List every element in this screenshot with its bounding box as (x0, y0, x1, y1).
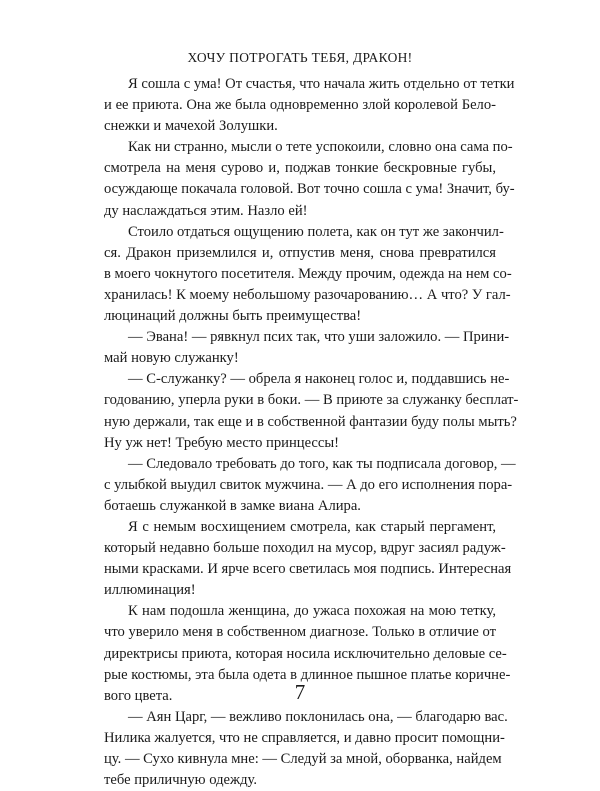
text-line: Как ни странно, мысли о тете успокоили, словно она сама по- (128, 139, 513, 156)
paragraph (104, 454, 516, 517)
text-line: Я сошла с ума! От счастья, что начала жить отдельно от тетки (128, 76, 515, 92)
text-line: май новую служанку! (104, 350, 239, 367)
paragraph (104, 74, 515, 137)
text-line: смотрела на меня сурово и, поджав тонкие бескровные губы, (104, 160, 496, 177)
text-line: годованию, уперла руки в боки. — В приюте за служанку бесплат- (104, 392, 519, 409)
paragraph (104, 327, 510, 369)
paragraph (104, 222, 512, 327)
text-line: рые костюмы, эта была одета в длинное пышное платье коричне- (104, 666, 511, 683)
text-line: ботаешь служанкой в замке виана Алира. (104, 497, 361, 514)
text-line: что уверило меня в собственном диагнозе. Только в отличие от (104, 624, 496, 641)
text-line: Стоило отдаться ощущению полета, как он тут же закончил- (128, 223, 504, 240)
text-line: Я с немым восхищением смотрела, как старый пергамент, (128, 518, 496, 535)
text-line: и ее приюта. Она же была одновременно злой королевой Бело- (104, 97, 496, 114)
text-line: ду наслаждаться этим. Назло ей! (104, 202, 308, 219)
text-line: ную держали, так еще и в собственной фантазии буду полы мыть? (104, 413, 517, 430)
text-line: ными красками. И ярче всего светилась моя подпись. Интересная (104, 561, 512, 578)
text-line: в моего чокнутого посетителя. Между прочим, одежда на нем со- (104, 265, 512, 282)
running-header: ХОЧУ ПОТРОГАТЬ ТЕБЯ, ДРАКОН! (187, 50, 413, 65)
text-line: директрисы приюта, которая носила исключительно деловые се- (104, 645, 507, 662)
text-line: Ну уж нет! Требую место принцессы! (104, 434, 340, 451)
paragraph (104, 137, 515, 221)
text-line: тебе приличную одежду. (104, 772, 257, 789)
text-line: осуждающе покачала головой. Вот точно сошла с ума! Значит, бу- (104, 181, 515, 198)
text-line: Нилика жалуется, что не справляется, и давно просит помощни- (104, 729, 505, 746)
text-line: — Аян Царг, — вежливо поклонилась она, — благодарю вас. (128, 708, 508, 725)
text-line: вого цвета. (104, 687, 173, 704)
text-line: который недавно больше походил на мусор, вдруг засиял радуж- (104, 540, 506, 557)
page-number: 7 (294, 680, 306, 704)
text-line: — Следовало требовать до того, как ты подписала договор, — (128, 455, 516, 472)
paragraph (104, 707, 508, 791)
paragraph (104, 369, 519, 453)
text-line: иллюминация! (104, 582, 196, 599)
text-line: ся. Дракон приземлился и, отпустив меня, снова превратился (104, 244, 496, 261)
text-line: К нам подошла женщина, до ужаса похожая на мою тетку, (128, 603, 496, 620)
paragraph (104, 517, 512, 601)
text-line: хранилась! К моему небольшому разочарованию… А что? У гал- (104, 286, 511, 303)
text-line: с улыбкой выудил свиток мужчина. — А до его исполнения пора- (104, 476, 513, 493)
text-line: цу. — Сухо кивнула мне: — Следуй за мной, оборванка, найдем (104, 751, 502, 767)
text-line: люцинаций должны быть преимущества! (104, 308, 362, 325)
text-line: — Эвана! — рявкнул псих так, что уши заложило. — Прини- (128, 329, 510, 346)
text-line: снежки и мачехой Золушки. (104, 118, 278, 135)
text-line: — С-служанку? — обрела я наконец голос и, поддавшись не- (128, 371, 510, 388)
